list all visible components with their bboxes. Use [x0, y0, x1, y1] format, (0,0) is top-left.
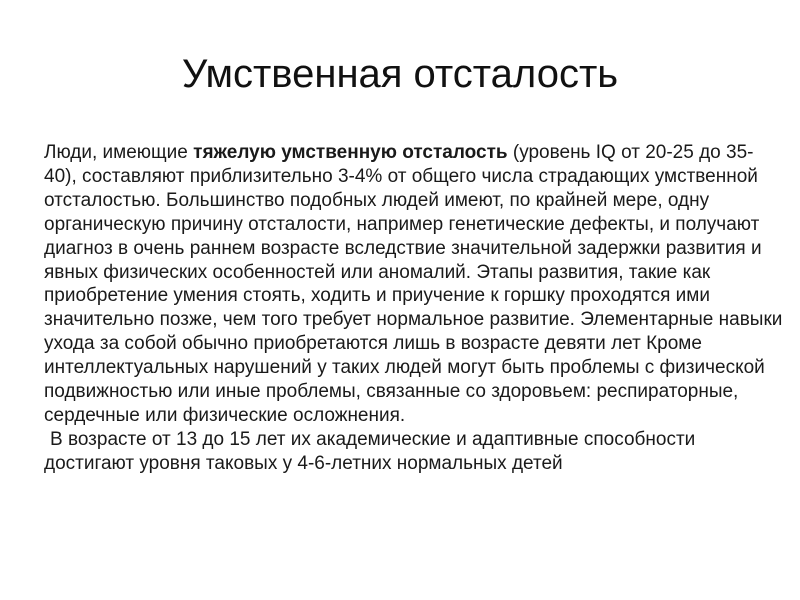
paragraph-1-emphasis: тяжелую умственную отсталость — [193, 142, 508, 163]
paragraph-1-prefix: Люди, имеющие — [44, 142, 194, 163]
body-paragraph-2: В возрасте от 13 до 15 лет их академические и адаптивные способности достигают уровня таковых у 4-6-летних нормальных детей — [44, 428, 696, 474]
slide-body — [44, 141, 784, 476]
slide-title: Умственная отсталость — [181, 52, 619, 96]
paragraph-1-suffix: (уровень IQ от 20-25 до 35-40), составляют приблизительно 3-4% от общего числа страдающих умственной отсталостью. Большинство подобных людей имеют, по крайней мере, одну органическую причину отсталости, например генетические дефекты, и получают диагноз в очень раннем возрасте вследствие значительной задержки развития и явных физических особенностей или аномалий. Этапы развития, такие как приобретение умения стоять, ходить и приучение к горшку проходятся ими значительно позже, чем того требует нормальное развитие. Элементарные навыки ухода за собой обычно приобретаются лишь в возрасте девяти лет Кроме интеллектуальных нарушений у таких людей могут быть проблемы с физической подвижностью или иные проблемы, связанные со здоровьем: респираторные, сердечные или физические осложнения. — [44, 142, 783, 426]
body-paragraph-1 — [44, 141, 784, 428]
